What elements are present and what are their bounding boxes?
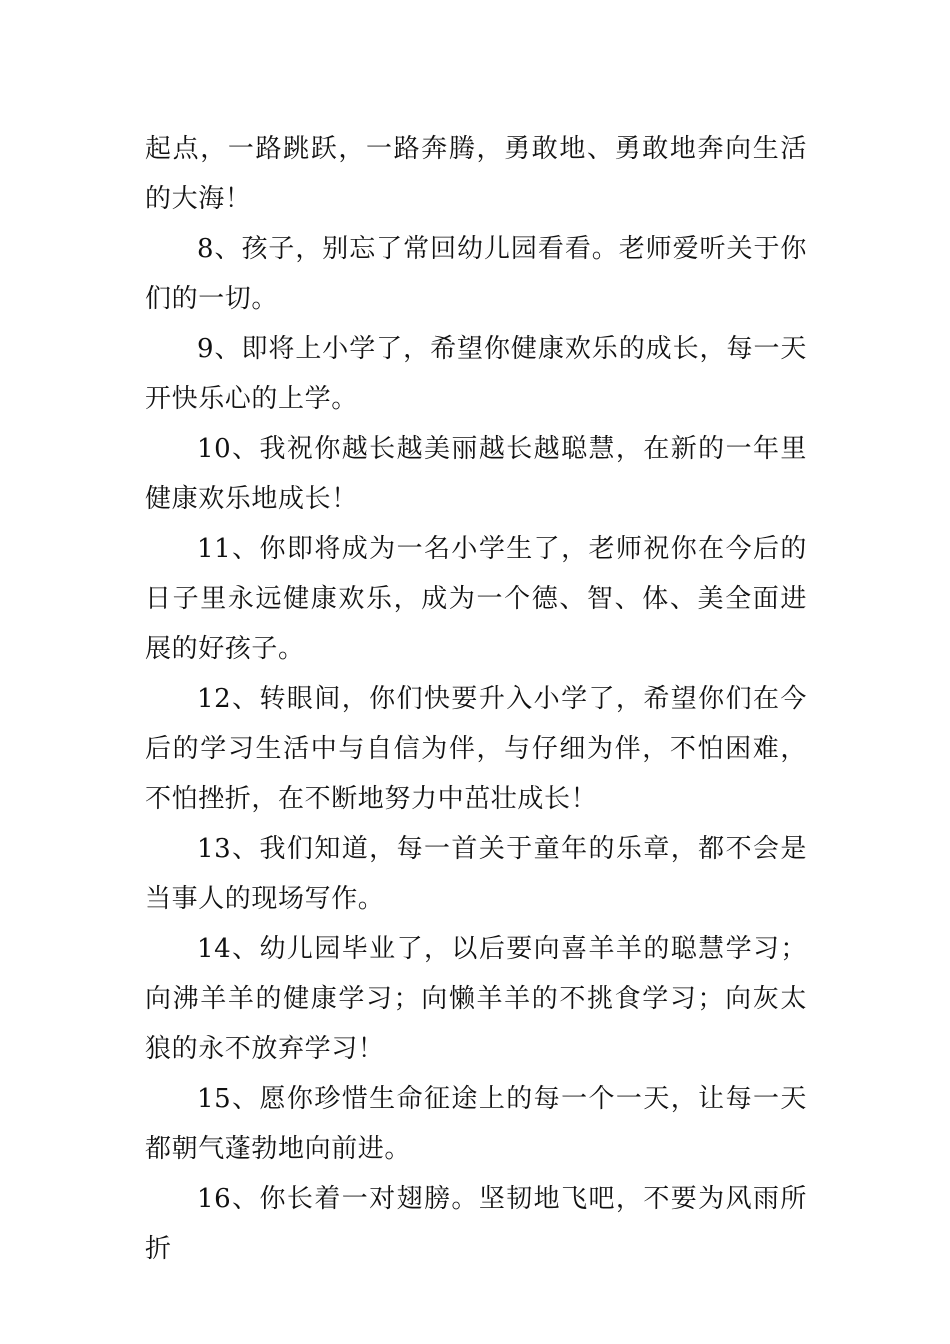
- paragraph-item-13: 13、我们知道，每一首关于童年的乐章，都不会是当事人的现场写作。: [145, 834, 807, 914]
- paragraph-item-11: 11、你即将成为一名小学生了，老师祝你在今后的日子里永远健康欢乐，成为一个德、智、体、美全面进展的好孩子。: [145, 534, 807, 664]
- document-body: [145, 124, 807, 1274]
- paragraph-item-15: 15、愿你珍惜生命征途上的每一个一天，让每一天都朝气蓬勃地向前进。: [145, 1084, 807, 1164]
- paragraph-item-14: 14、幼儿园毕业了，以后要向喜羊羊的聪慧学习；向沸羊羊的健康学习；向懒羊羊的不挑食学习；向灰太狼的永不放弃学习！: [145, 934, 807, 1064]
- paragraph-item-12: 12、转眼间，你们快要升入小学了，希望你们在今后的学习生活中与自信为伴，与仔细为伴，不怕困难，不怕挫折，在不断地努力中茁壮成长！: [145, 684, 807, 814]
- paragraph-item-9: 9、即将上小学了，希望你健康欢乐的成长，每一天开快乐心的上学。: [145, 334, 807, 414]
- paragraph-item-10: 10、我祝你越长越美丽越长越聪慧，在新的一年里健康欢乐地成长！: [145, 434, 807, 514]
- paragraph-continuation: 起点，一路跳跃，一路奔腾，勇敢地、勇敢地奔向生活的大海！: [145, 134, 807, 214]
- paragraph-item-8: 8、孩子，别忘了常回幼儿园看看。老师爱听关于你们的一切。: [145, 234, 807, 314]
- paragraph-item-16: 16、你长着一对翅膀。坚韧地飞吧，不要为风雨所折: [145, 1184, 807, 1264]
